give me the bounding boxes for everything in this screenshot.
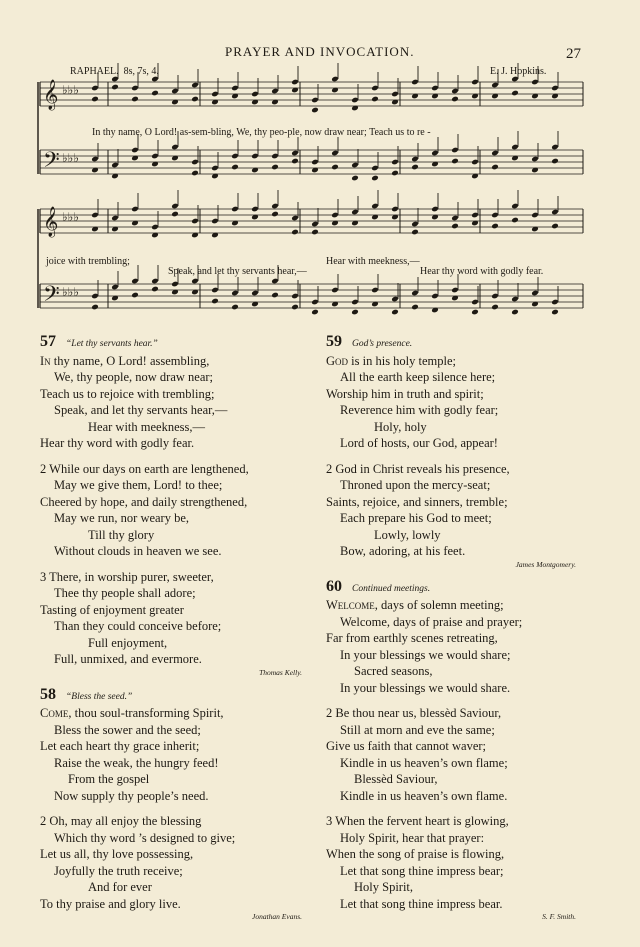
verse-line: To thy praise and glory live. — [40, 896, 181, 911]
verse-line: Each prepare his God to meet; — [340, 511, 492, 525]
svg-text:𝄢: 𝄢 — [43, 282, 60, 312]
verse-line: Throned upon the mercy-seat; — [340, 478, 491, 492]
tune-meter: 8s, 7s, 4. — [123, 66, 159, 77]
verse-line: Holy, holy — [374, 419, 427, 434]
verse-line: Hear thy word with godly fear. — [40, 436, 195, 450]
hymn-57-heading — [40, 334, 302, 353]
verse-line: When the song of praise is flowing, — [326, 847, 505, 861]
note-heads — [91, 63, 559, 315]
verse-line: Still at morn and eve the same; — [340, 722, 495, 737]
first-word: Come, — [40, 706, 72, 720]
verse-line: Let each heart thy grace inherit; — [40, 739, 200, 753]
page-number: 27 — [566, 46, 581, 62]
verse-line: Than they could conceive before; — [54, 619, 222, 633]
verse-line: 2 While our days on earth are lengthened, — [40, 461, 249, 476]
first-word: In — [40, 353, 51, 368]
verse-line: May we run, nor weary be, — [54, 511, 190, 525]
hymn-number: 57 — [40, 333, 56, 350]
lyric-line-2d: Hear thy word with godly fear. — [420, 266, 544, 277]
verse-line: 2 God in Christ reveals his presence, — [326, 461, 510, 476]
hymn-author: Jonathan Evans. — [252, 912, 302, 921]
verse-line: We, thy people, now draw near; — [54, 370, 214, 384]
verse-line: Speak, and let thy servants hear,— — [54, 403, 228, 417]
verse-line: Kindle in us heaven’s own flame. — [340, 788, 508, 803]
hymn-title: God’s presence. — [352, 339, 413, 349]
verse-line: Thee thy people shall adore; — [54, 586, 196, 600]
verse-line: Teach us to rejoice with trembling; — [40, 386, 215, 401]
verse-line: Full enjoyment, — [88, 635, 168, 650]
hymn-author: Thomas Kelly. — [259, 667, 302, 677]
verse-line-rest: thou soul-transforming Spirit, — [71, 706, 224, 720]
verse-line-rest: thy name, O Lord! assembling, — [50, 353, 210, 368]
verse-line: Let that song thine impress bear; — [340, 863, 504, 878]
verse-line — [40, 705, 302, 722]
verse-line: Give us faith that cannot waver; — [326, 739, 487, 753]
verse-line-rest: days of solemn meeting; — [377, 598, 504, 612]
verse-line: Without clouds in heaven we see. — [54, 544, 222, 558]
right-column — [326, 334, 576, 922]
hymn-number: 58 — [40, 685, 56, 703]
lyric-line-1: In thy name, O Lord! as-sem-bling, We, thy peo-ple, now draw near; Teach us to re - — [92, 127, 431, 138]
hymn-author: S. F. Smith. — [542, 912, 576, 921]
hymn-60-heading — [326, 579, 576, 598]
verse-line: Tasting of enjoyment greater — [40, 602, 184, 617]
verse-line: Lowly, lowly — [374, 527, 441, 542]
verse-line: Full, unmixed, and evermore. — [54, 652, 202, 666]
verse-line: Worship him in truth and spirit; — [326, 386, 484, 401]
verse-line: In your blessings we would share. — [340, 680, 511, 695]
verse-line: Joyfully the truth receive; — [54, 863, 183, 878]
verse-line: 3 There, in worship purer, sweeter, — [40, 569, 214, 584]
verse-line: Reverence him with godly fear; — [340, 403, 499, 417]
hymn-title: Continued meetings. — [352, 583, 431, 594]
svg-text:𝄞: 𝄞 — [43, 80, 59, 110]
verse-line-rest: is in his holy temple; — [348, 353, 457, 368]
svg-text:♭♭♭: ♭♭♭ — [62, 210, 79, 224]
hymn-title: “Let thy servants hear.” — [66, 339, 158, 349]
verse-line: Let that song thine impress bear. — [340, 896, 503, 911]
verse-line: Till thy glory — [88, 527, 155, 542]
verse-line: And for ever — [88, 880, 152, 894]
verse-line: Bow, adoring, at his feet. — [340, 544, 466, 558]
verse-line: May we give them, Lord! to thee; — [54, 478, 223, 492]
verse-line: Far from earthly scenes retreating, — [326, 631, 498, 645]
tune-name: RAPHAEL. — [70, 66, 119, 77]
verse-line — [40, 353, 302, 370]
running-title: PRAYER AND INVOCATION. — [225, 44, 415, 59]
hymn-title: “Bless the seed.” — [66, 691, 133, 702]
svg-text:♭♭♭: ♭♭♭ — [62, 83, 79, 97]
verse-line: Kindle in us heaven’s own flame; — [340, 755, 508, 770]
hymn-author: James Montgomery. — [515, 559, 576, 569]
verse-line: Hear with meekness,— — [88, 419, 205, 434]
first-word: Welcome, — [326, 598, 378, 612]
clefs — [43, 79, 79, 312]
verse-line: Bless the sower and the seed; — [54, 722, 201, 737]
verse-line: Which thy word ’s designed to give; — [54, 830, 236, 845]
hymn-58-heading — [40, 687, 302, 706]
tune-composer: E. J. Hopkins. — [490, 66, 547, 77]
verse-line: 2 Oh, may all enjoy the blessing — [40, 814, 202, 828]
first-word: God — [326, 353, 349, 368]
verse-line: Holy Spirit, — [354, 880, 414, 894]
verse-line: Blessèd Saviour, — [354, 772, 438, 786]
verse-line: Lord of hosts, our God, appear! — [340, 436, 498, 450]
verse-line: Sacred seasons, — [354, 664, 433, 678]
music-score — [0, 0, 640, 340]
verse-line: Raise the weak, the hungry feed! — [54, 755, 219, 770]
verse-line — [326, 597, 576, 614]
verse-line: Holy Spirit, hear that prayer: — [340, 830, 485, 845]
lyric-line-2b: Speak, and let thy servants hear,— — [168, 266, 307, 277]
verse-line: Let us all, thy love possessing, — [40, 847, 194, 861]
verse-line: All the earth keep silence here; — [340, 370, 496, 384]
svg-text:𝄞: 𝄞 — [43, 207, 59, 237]
verse-line: Now supply thy people’s need. — [54, 788, 209, 803]
verse-line: Saints, rejoice, and sinners, tremble; — [326, 494, 508, 509]
verse-line: Cheered by hope, and daily strengthened, — [40, 494, 248, 509]
svg-text:♭♭♭: ♭♭♭ — [62, 285, 79, 299]
hymn-number: 59 — [326, 333, 342, 350]
verse-line: 2 Be thou near us, blessèd Saviour, — [326, 706, 502, 720]
verse-line: From the gospel — [68, 772, 150, 786]
lyric-line-2c: Hear with meekness,— — [326, 256, 420, 267]
verse-line: Welcome, days of praise and prayer; — [340, 614, 523, 629]
verse-line: In your blessings we would share; — [340, 647, 511, 662]
hymn-number: 60 — [326, 577, 342, 595]
verse-line: 3 When the fervent heart is glowing, — [326, 814, 509, 828]
svg-text:𝄢: 𝄢 — [43, 148, 60, 178]
hymn-59-heading — [326, 334, 576, 353]
verse-line — [326, 353, 576, 370]
left-column — [40, 334, 302, 922]
lyric-line-2a: joice with trembling; — [46, 256, 130, 267]
svg-text:♭♭♭: ♭♭♭ — [62, 151, 79, 165]
